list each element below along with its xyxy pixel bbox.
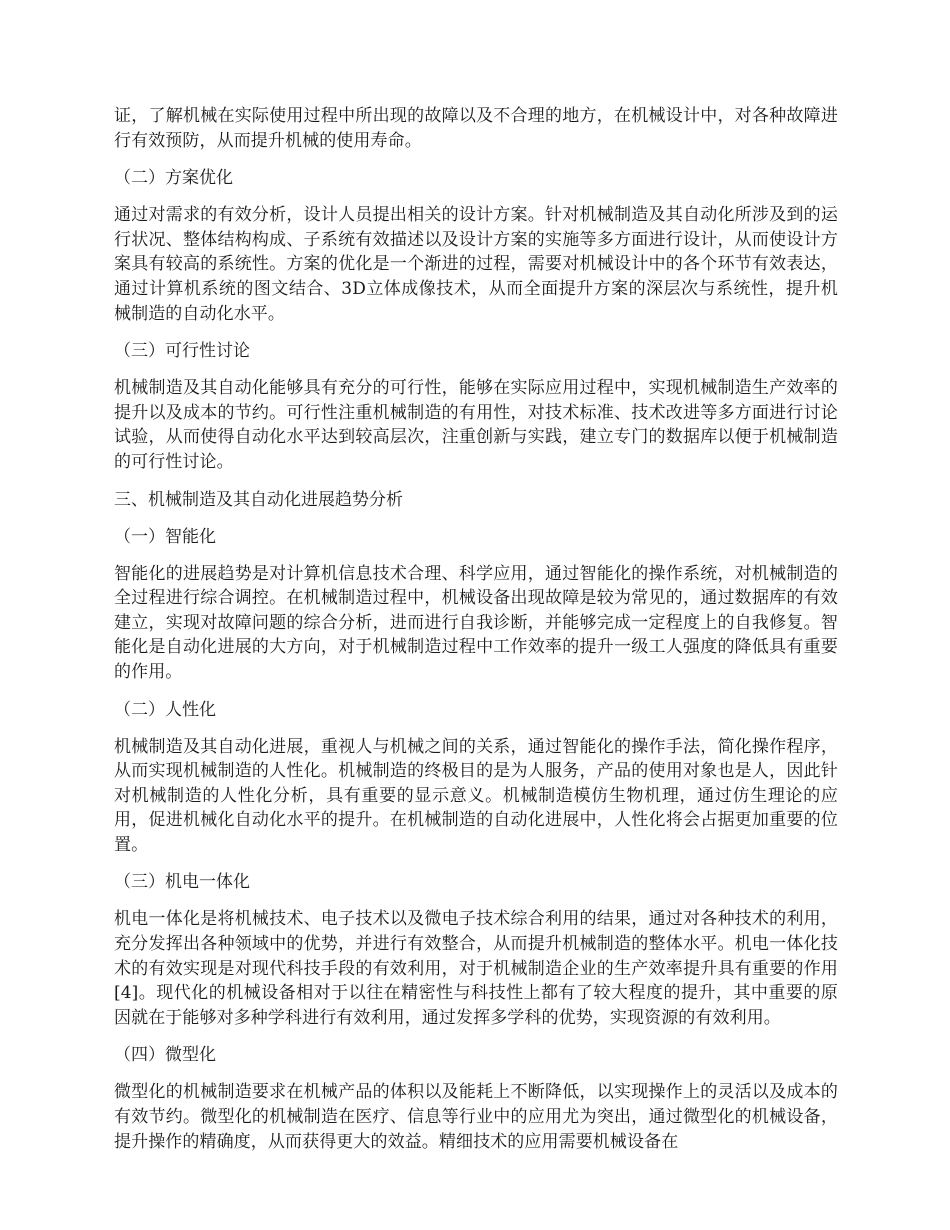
paragraph-scheme-optimization: 通过对需求的有效分析，设计人员提出相关的设计方案。针对机械制造及其自动化所涉及到的运行状况、整体结构构成、子系统有效描述以及设计方案的实施等多方面进行设计，从而使设计方案具有较高的系统性。方案的优化是一个渐进的过程，需要对机械设计中的各个环节有效表达，通过计算机系统的图文结合、3D立体成像技术，从而全面提升方案的深层次与系统性，提升机械制造的自动化水平。 bbox=[114, 205, 838, 324]
heading-feasibility-discussion: （三）可行性讨论 bbox=[114, 341, 250, 362]
document-page bbox=[114, 104, 838, 1154]
heading-humanization: （二）人性化 bbox=[114, 699, 216, 720]
heading-intelligentization: （一）智能化 bbox=[114, 526, 216, 547]
paragraph-intelligentization: 智能化的进展趋势是对计算机信息技术合理、科学应用，通过智能化的操作系统，对机械制造的全过程进行综合调控。在机械制造过程中，机械设备出现故障是较为常见的，通过数据库的有效建立，实现对故障问题的综合分析，进而进行自我诊断，并能够完成一定程度上的自我修复。智能化是自动化进展的大方向，对于机械制造过程中工作效率的提升一级工人强度的降低具有重要的作用。 bbox=[114, 563, 838, 682]
heading-mechatronics: （三）机电一体化 bbox=[114, 872, 250, 893]
heading-miniaturization: （四）微型化 bbox=[114, 1045, 216, 1066]
heading-section-three: 三、机械制造及其自动化进展趋势分析 bbox=[114, 489, 403, 510]
heading-scheme-optimization: （二）方案优化 bbox=[114, 168, 233, 189]
paragraph-mechatronics: 机电一体化是将机械技术、电子技术以及微电子技术综合利用的结果，通过对各种技术的利用，充分发挥出各种领域中的优势，并进行有效整合，从而提升机械制造的整体水平。机电一体化技术的有效实现是对现代科技手段的有效利用，对于机械制造企业的生产效率提升具有重要的作用[4]。现代化的机械设备相对于以往在精密性与科技性上都有了较大程度的提升，其中重要的原因就在于能够对多种学科进行有效利用，通过发挥多学科的优势，实现资源的有效利用。 bbox=[114, 909, 838, 1028]
paragraph-feasibility-discussion: 机械制造及其自动化能够具有充分的可行性，能够在实际应用过程中，实现机械制造生产效率的提升以及成本的节约。可行性注重机械制造的有用性，对技术标准、技术改进等多方面进行讨论试验，从而使得自动化水平达到较高层次，注重创新与实践，建立专门的数据库以便于机械制造的可行性讨论。 bbox=[114, 378, 838, 472]
paragraph-miniaturization: 微型化的机械制造要求在机械产品的体积以及能耗上不断降低，以实现操作上的灵活以及成本的有效节约。微型化的机械制造在医疗、信息等行业中的应用尤为突出，通过微型化的机械设备，提升操作的精确度，从而获得更大的效益。精细技术的应用需要机械设备在 bbox=[114, 1082, 838, 1152]
paragraph-humanization: 机械制造及其自动化进展，重视人与机械之间的关系，通过智能化的操作手法，简化操作程序，从而实现机械制造的人性化。机械制造的终极目的是为人服务，产品的使用对象也是人，因此针对机械制造的人性化分析，具有重要的显示意义。机械制造模仿生物机理，通过仿生理论的应用，促进机械化自动化水平的提升。在机械制造的自动化进展中，人性化将会占据更加重要的位置。 bbox=[114, 736, 838, 855]
paragraph-intro-continuation: 证，了解机械在实际使用过程中所出现的故障以及不合理的地方，在机械设计中，对各种故障进行有效预防，从而提升机械的使用寿命。 bbox=[114, 106, 838, 151]
